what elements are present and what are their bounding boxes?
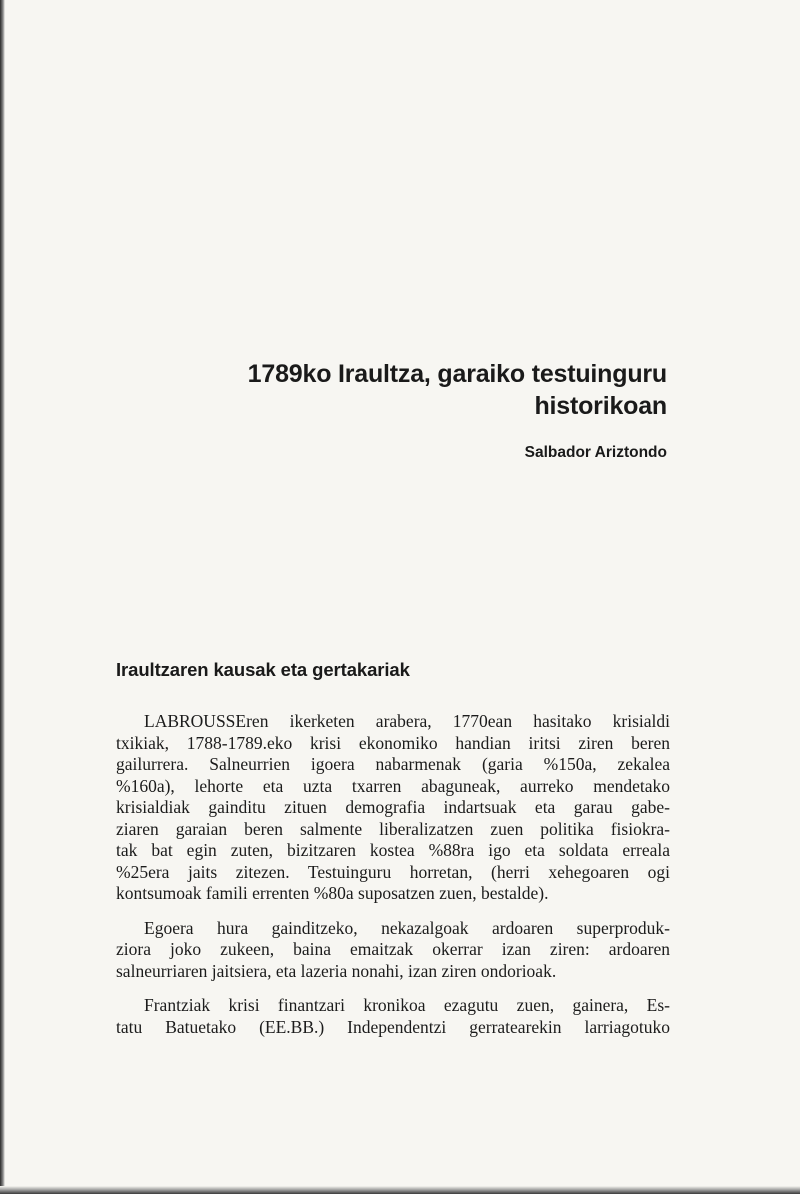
text-line: ziora joko zukeen, baina emaitzak okerrar izan ziren: ardoaren (116, 939, 670, 959)
paragraph-3 (116, 995, 670, 1038)
text-line: gailurrera. Salneurrien igoera nabarmenak (garia %150a, zekalea (116, 754, 670, 774)
text-line: %25era jaits zitezen. Testuinguru horretan, (herri xehegoaren ogi (116, 861, 670, 882)
text-line: tak bat egin zuten, bizitzaren kostea %88ra igo eta soldata erreala (116, 840, 670, 860)
section-heading: Iraultzaren kausak eta gertakariak (116, 659, 410, 680)
text-line: kontsumoak famili errenten %80a suposatzen zuen, bestalde). (116, 883, 549, 903)
article-title (248, 358, 667, 422)
text-line: krisialdiak gainditu zituen demografia indartsuak eta garau gabe- (116, 797, 670, 817)
text-line: tatu Batuetako (EE.BB.) Independentzi gerratearekin larriagotuko (116, 1016, 670, 1037)
text-line: ziaren garaian beren salmente liberalizatzen zuen politika fisiokra- (116, 818, 670, 839)
title-line-2: historikoan (534, 392, 667, 420)
paragraph-1 (116, 711, 670, 905)
text-line: Frantziak krisi finantzari kronikoa ezagutu zuen, gainera, Es- (144, 995, 670, 1015)
scan-edge-left (0, 0, 5, 1194)
article-body (116, 711, 670, 1051)
text-line: Egoera hura gainditzeko, nekazalgoak ardoaren superproduk- (144, 917, 670, 938)
title-line-1: 1789ko Iraultza, garaiko testuinguru (247, 360, 667, 388)
text-line: LABROUSSEren ikerketen arabera, 1770ean hasitako krisialdi (144, 711, 670, 731)
scan-edge-bottom (0, 1186, 800, 1194)
author-name: Salbador Ariztondo (524, 444, 667, 461)
text-line: txikiak, 1788-1789.eko krisi ekonomiko handian iritsi ziren beren (116, 732, 670, 753)
text-line: %160a), lehorte eta uzta txarren abaguneak, aurreko mendetako (116, 775, 670, 796)
paragraph-2 (116, 918, 670, 983)
text-line: salneurriaren jaitsiera, eta lazeria nonahi, izan ziren ondorioak. (116, 960, 557, 981)
